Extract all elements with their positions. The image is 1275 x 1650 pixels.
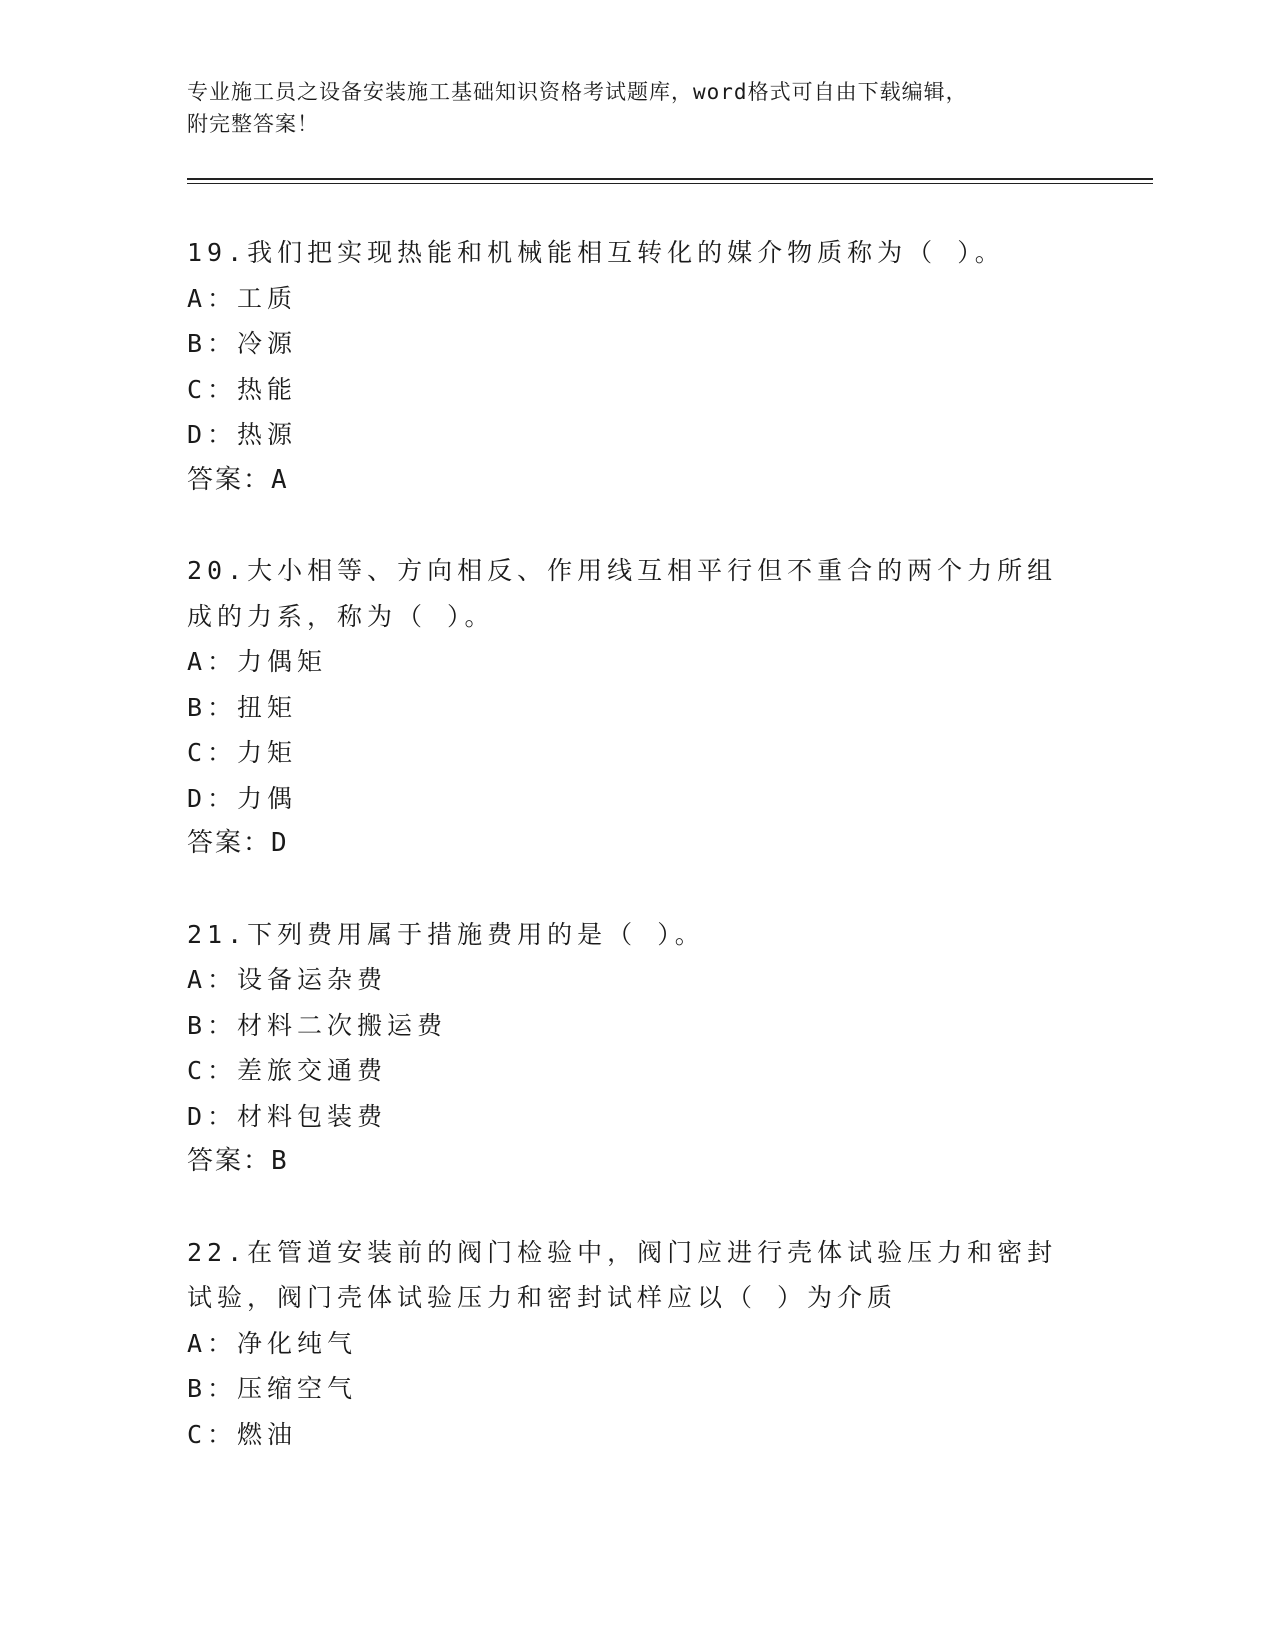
option-b: B：冷源: [187, 329, 298, 358]
option-d: D：材料包装费: [187, 1101, 388, 1131]
question-22: [187, 1230, 1087, 1458]
option-c: C：差旅交通费: [187, 1056, 388, 1085]
question-stem: 21.下列费用属于措施费用的是（ ）。: [187, 919, 705, 949]
question-stem: 19.我们把实现热能和机械能相互转化的媒介物质称为（ ）。: [187, 238, 1005, 267]
header-line-2: 附完整答案！: [187, 112, 319, 136]
question-stem: 20.大小相等、方向相反、作用线互相平行但不重合的两个力所组成的力系，称为（ ）。: [187, 556, 1058, 631]
header-divider-thin: [187, 183, 1153, 184]
question-stem: 22.在管道安装前的阀门检验中，阀门应进行壳体试验压力和密封试验，阀门壳体试验压力和密封试样应以（ ）为介质: [187, 1237, 1058, 1312]
option-a: A：力偶矩: [187, 647, 328, 676]
option-d: D：力偶: [187, 783, 298, 813]
option-c: C：力矩: [187, 738, 298, 767]
option-a: A：净化纯气: [187, 1328, 358, 1358]
answer: 答案：D: [187, 828, 289, 858]
option-b: B：扭矩: [187, 692, 298, 722]
option-c: C：热能: [187, 374, 298, 404]
option-a: A：设备运杂费: [187, 965, 388, 994]
option-d: D：热源: [187, 420, 298, 449]
header-divider: [187, 178, 1153, 180]
question-20: [187, 548, 1087, 867]
question-21: [187, 912, 1087, 1185]
document-header: [187, 76, 1067, 140]
option-c: C：燃油: [187, 1419, 298, 1449]
option-b: B：压缩空气: [187, 1374, 358, 1403]
option-b: B：材料二次搬运费: [187, 1010, 448, 1040]
header-line-1: 专业施工员之设备安装施工基础知识资格考试题库，word格式可自由下载编辑，: [187, 80, 968, 104]
answer: 答案：A: [187, 464, 289, 495]
question-list: [187, 230, 1087, 1502]
option-a: A：工质: [187, 283, 298, 313]
answer: 答案：B: [187, 1146, 289, 1176]
question-19: [187, 230, 1087, 503]
